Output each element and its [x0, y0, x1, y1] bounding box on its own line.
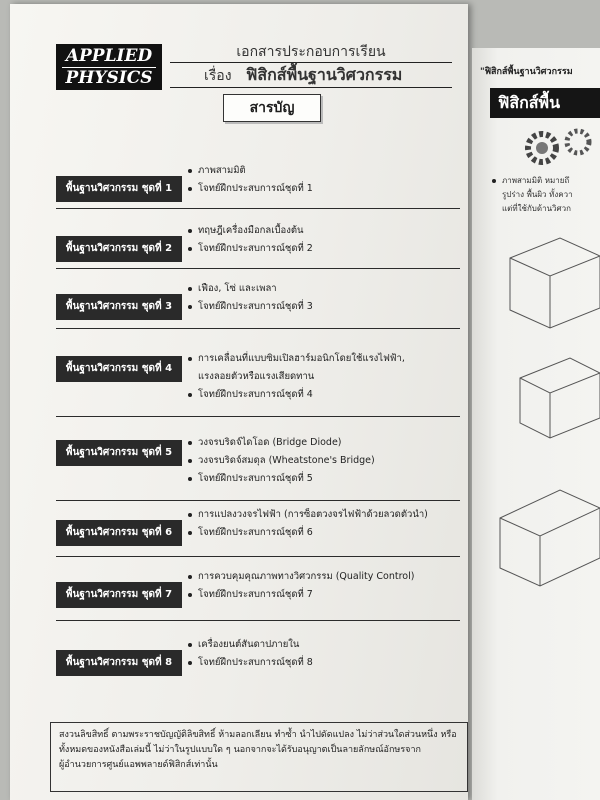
list-item: โจทย์ฝึกประสบการณ์ชุดที่ 3 — [188, 298, 460, 316]
list-item: โจทย์ฝึกประสบการณ์ชุดที่ 6 — [188, 524, 460, 542]
document-type: เอกสารประกอบการเรียน — [170, 42, 452, 63]
toc-heading: สารบัญ — [223, 94, 321, 122]
list-item: การเคลื่อนที่แบบซิมเปิลฮาร์มอนิกโดยใช้แรงไฟฟ้า, — [188, 350, 460, 368]
list-item: โจทย์ฝึกประสบการณ์ชุดที่ 4 — [188, 386, 460, 404]
set-badge: พื้นฐานวิศวกรรม ชุดที่ 3 — [56, 294, 182, 320]
list-item: เครื่องยนต์สันดาปภายใน — [188, 636, 460, 654]
set-badge: พื้นฐานวิศวกรรม ชุดที่ 2 — [56, 236, 182, 262]
list-item: เฟือง, โซ่ และเพลา — [188, 280, 460, 298]
divider — [56, 268, 460, 269]
copyright-notice — [50, 722, 468, 792]
gear-icon — [512, 122, 600, 166]
set-badge: พื้นฐานวิศวกรรม ชุดที่ 7 — [56, 582, 182, 608]
copyright-line: ผู้อำนวยการศูนย์แอพพลายด์ฟิสิกส์เท่านั้น — [59, 760, 218, 770]
booklet-page — [10, 4, 468, 800]
list-item: แรงลอยตัวหรือแรงเสียดทาน — [198, 371, 315, 382]
list-item: การแปลงวงจรไฟฟ้า (การซ็อตวงจรไฟฟ้าด้วยลวดตัวนำ) — [188, 506, 460, 524]
set-badge: พื้นฐานวิศวกรรม ชุดที่ 4 — [56, 356, 182, 382]
list-item: ทฤษฎีเครื่องมือกลเบื้องต้น — [188, 222, 460, 240]
body-text: รูปร่าง พื้นผิว ทั้งควา — [502, 190, 573, 199]
subject-value: ฟิสิกส์พื้นฐานวิศวกรรม — [246, 65, 403, 84]
subject-line — [170, 63, 452, 88]
bullet-icon — [492, 179, 496, 183]
set-items — [188, 506, 460, 542]
set-items — [188, 636, 460, 672]
divider — [56, 620, 460, 621]
subject-label: เรื่อง — [204, 68, 232, 84]
running-head: "ฟิสิกส์พื้นฐานวิศวกรรม — [480, 67, 573, 77]
copyright-line: สงวนลิขสิทธิ์ ตามพระราชบัญญัติลิขสิทธิ์ ห้ามลอกเลียน ทำซ้ำ นำไปดัดแปลง ไม่ว่าส่วนใดส่วนหนึ่ง หรือ — [59, 730, 457, 740]
list-item: โจทย์ฝึกประสบการณ์ชุดที่ 1 — [188, 180, 460, 198]
isometric-drawing — [490, 218, 600, 638]
set-badge: พื้นฐานวิศวกรรม ชุดที่ 6 — [56, 520, 182, 546]
divider — [56, 500, 460, 501]
set-items — [188, 350, 460, 404]
list-item: โจทย์ฝึกประสบการณ์ชุดที่ 5 — [188, 470, 460, 488]
body-text: แต่ที่ใช้กับด้านวิศวก — [502, 204, 571, 213]
list-item: วงจรบริดจ์สมดุล (Wheatstone's Bridge) — [188, 452, 460, 470]
set-items — [188, 434, 460, 488]
list-item: โจทย์ฝึกประสบการณ์ชุดที่ 8 — [188, 654, 460, 672]
divider — [56, 208, 460, 209]
set-items — [188, 568, 460, 604]
set-badge: พื้นฐานวิศวกรรม ชุดที่ 1 — [56, 176, 182, 202]
list-item: ภาพสามมิติ — [188, 162, 460, 180]
list-item: วงจรบริดจ์ไดโอด (Bridge Diode) — [188, 434, 460, 452]
body-text: ภาพสามมิติ หมายถึ — [502, 176, 570, 185]
chapter-banner: ฟิสิกส์พื้น — [490, 88, 600, 118]
divider — [56, 328, 460, 329]
list-item: การควบคุมคุณภาพทางวิศวกรรม (Quality Control) — [188, 568, 460, 586]
logo-line-2: PHYSICS — [62, 67, 156, 89]
document-title — [170, 42, 452, 88]
divider — [56, 556, 460, 557]
logo-line-1: APPLIED — [65, 46, 153, 66]
adjacent-page — [472, 48, 600, 800]
set-items — [188, 162, 460, 198]
list-item: โจทย์ฝึกประสบการณ์ชุดที่ 2 — [188, 240, 460, 258]
set-items — [188, 222, 460, 258]
set-badge: พื้นฐานวิศวกรรม ชุดที่ 8 — [56, 650, 182, 676]
list-item: โจทย์ฝึกประสบการณ์ชุดที่ 7 — [188, 586, 460, 604]
applied-physics-logo — [56, 44, 162, 90]
copyright-line: ทั้งหมดของหนังสือเล่มนี้ ไม่ว่าในรูปแบบใด ๆ นอกจากจะได้รับอนุญาตเป็นลายลักษณ์อักษรจาก — [59, 745, 421, 755]
divider — [56, 416, 460, 417]
set-badge: พื้นฐานวิศวกรรม ชุดที่ 5 — [56, 440, 182, 466]
set-items — [188, 280, 460, 316]
